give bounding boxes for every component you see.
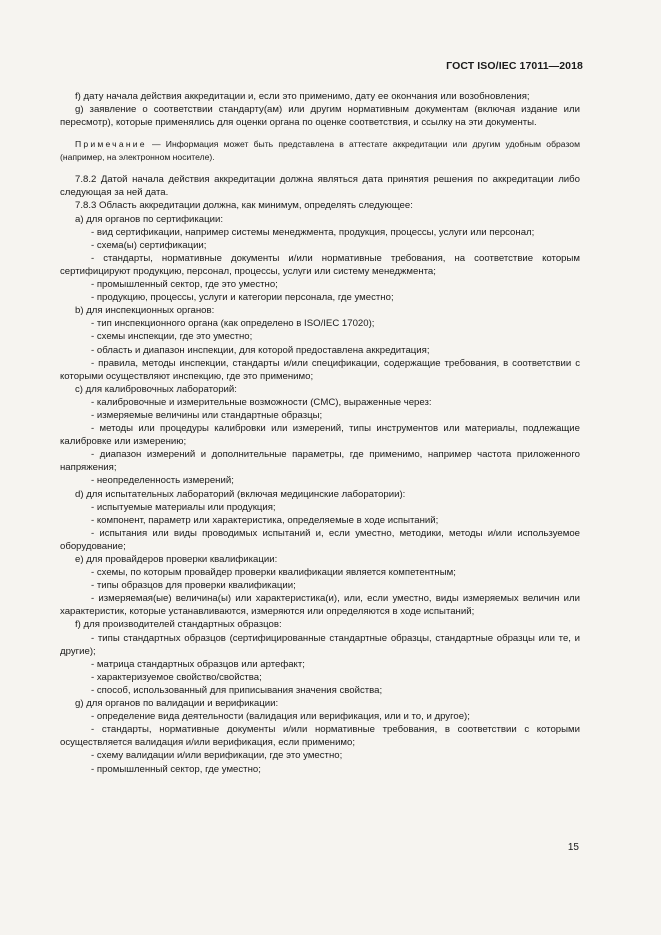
list-item: - испытания или виды проводимых испытаний и, если уместно, методики, методы и/или используемое оборудование; xyxy=(60,527,580,552)
paragraph: 7.8.2 Датой начала действия аккредитации должна являться дата принятия решения по аккредитации либо следующая за ней дата. xyxy=(60,174,580,199)
list-item: - измеряемая(ые) величина(ы) или характеристика(и), или, если уместно, виды измеряемых величин или характеристик, которые устанавливаются, измеряются или определяются в ходе испытаний; xyxy=(60,593,580,618)
paragraph: 7.8.3 Область аккредитации должна, как минимум, определять следующее: xyxy=(75,200,413,212)
list-item: - испытуемые материалы или продукция; xyxy=(91,501,276,513)
list-item: - способ, использованный для приписывания значения свойства; xyxy=(91,684,383,696)
list-item: - методы или процедуры калибровки или измерений, типы инструментов или материалы, подлежащие калибровке или измерению; xyxy=(60,423,580,448)
list-item: - вид сертификации, например системы менеджмента, продукция, процессы, услуги или персонал; xyxy=(91,226,535,238)
list-item: - стандарты, нормативные документы и/или нормативные требования, в соответствии с которыми осуществляется валидация и/или верификация, если применимо; xyxy=(60,724,580,749)
list-item: - диапазон измерений и дополнительные параметры, где применимо, например частота приложенного напряжения; xyxy=(60,449,580,474)
list-item: - схемы инспекции, где это уместно; xyxy=(91,331,253,343)
list-item: - калибровочные и измерительные возможности (CMC), выраженные через: xyxy=(91,396,432,408)
note-text: — Информация может быть представлена в аттестате аккредитации или другим удобным образом (например, на электронном носителе). xyxy=(60,139,580,162)
list-item: e) для провайдеров проверки квалификации: xyxy=(75,554,278,565)
top-paragraphs xyxy=(60,90,580,129)
list-item: c) для калибровочных лабораторий: xyxy=(75,383,237,395)
list-item: - схемы, по которым провайдер проверки квалификации является компетентным; xyxy=(91,567,456,579)
list-item: - промышленный сектор, где уместно; xyxy=(91,763,261,775)
list-item: - типы стандартных образцов (сертифицированные стандартные образцы, стандартные образцы или те, и другие); xyxy=(60,632,580,657)
body-paragraphs xyxy=(60,173,580,775)
list-item: g) для органов по валидации и верификации: xyxy=(75,698,279,710)
list-item: - измеряемые величины или стандартные образцы; xyxy=(91,409,323,421)
list-item: b) для инспекционных органов: xyxy=(75,305,215,317)
list-item: - характеризуемое свойство/свойства; xyxy=(91,671,262,683)
list-item: - типы образцов для проверки квалификации; xyxy=(91,580,296,592)
list-item: f) для производителей стандартных образцов: xyxy=(75,619,282,631)
page-number: 15 xyxy=(567,842,579,853)
list-item: - область и диапазон инспекции, для которой предоставлена аккредитация; xyxy=(91,344,430,356)
note-block xyxy=(60,138,580,163)
list-item: - промышленный сектор, где это уместно; xyxy=(91,279,278,291)
paragraph: g) заявление о соответствии стандарту(ам) или другим нормативным документам (включая издание или пересмотр), которые применялись для оценки органа по оценке соответствия, и ссылку на эти документы. xyxy=(60,104,580,129)
list-item: a) для органов по сертификации: xyxy=(75,213,224,225)
page-content xyxy=(60,90,580,776)
list-item: - компонент, параметр или характеристика, определяемые в ходе испытаний; xyxy=(91,514,439,526)
list-item: - неопределенность измерений; xyxy=(91,475,234,487)
list-item: d) для испытательных лабораторий (включая медицинские лаборатории): xyxy=(75,488,406,500)
list-item: - определение вида деятельности (валидация или верификация, или и то, и другое); xyxy=(91,711,470,723)
standard-header: ГОСТ ISO/IEC 17011—2018 xyxy=(446,60,583,72)
list-item: - схема(ы) сертификации; xyxy=(91,239,207,251)
list-item: - схему валидации и/или верификации, где это уместно; xyxy=(91,750,343,762)
list-item: - тип инспекционного органа (как определено в ISO/IEC 17020); xyxy=(91,318,375,330)
list-item: - продукцию, процессы, услуги и категории персонала, где уместно; xyxy=(91,292,394,304)
list-item: - матрица стандартных образцов или артефакт; xyxy=(91,658,305,670)
list-item: - правила, методы инспекции, стандарты и/или спецификации, содержащие требования, в соответствии с которыми осуществляют инспекцию, где это применимо; xyxy=(60,357,580,382)
list-item: - стандарты, нормативные документы и/или нормативные требования, на соответствие которым сертифицируют продукцию, персонал, процессы, услуги или систему менеджмента; xyxy=(60,252,580,277)
paragraph: f) дату начала действия аккредитации и, если это применимо, дату ее окончания или возобновления; xyxy=(75,91,530,102)
note-label: Примечание xyxy=(75,139,147,150)
